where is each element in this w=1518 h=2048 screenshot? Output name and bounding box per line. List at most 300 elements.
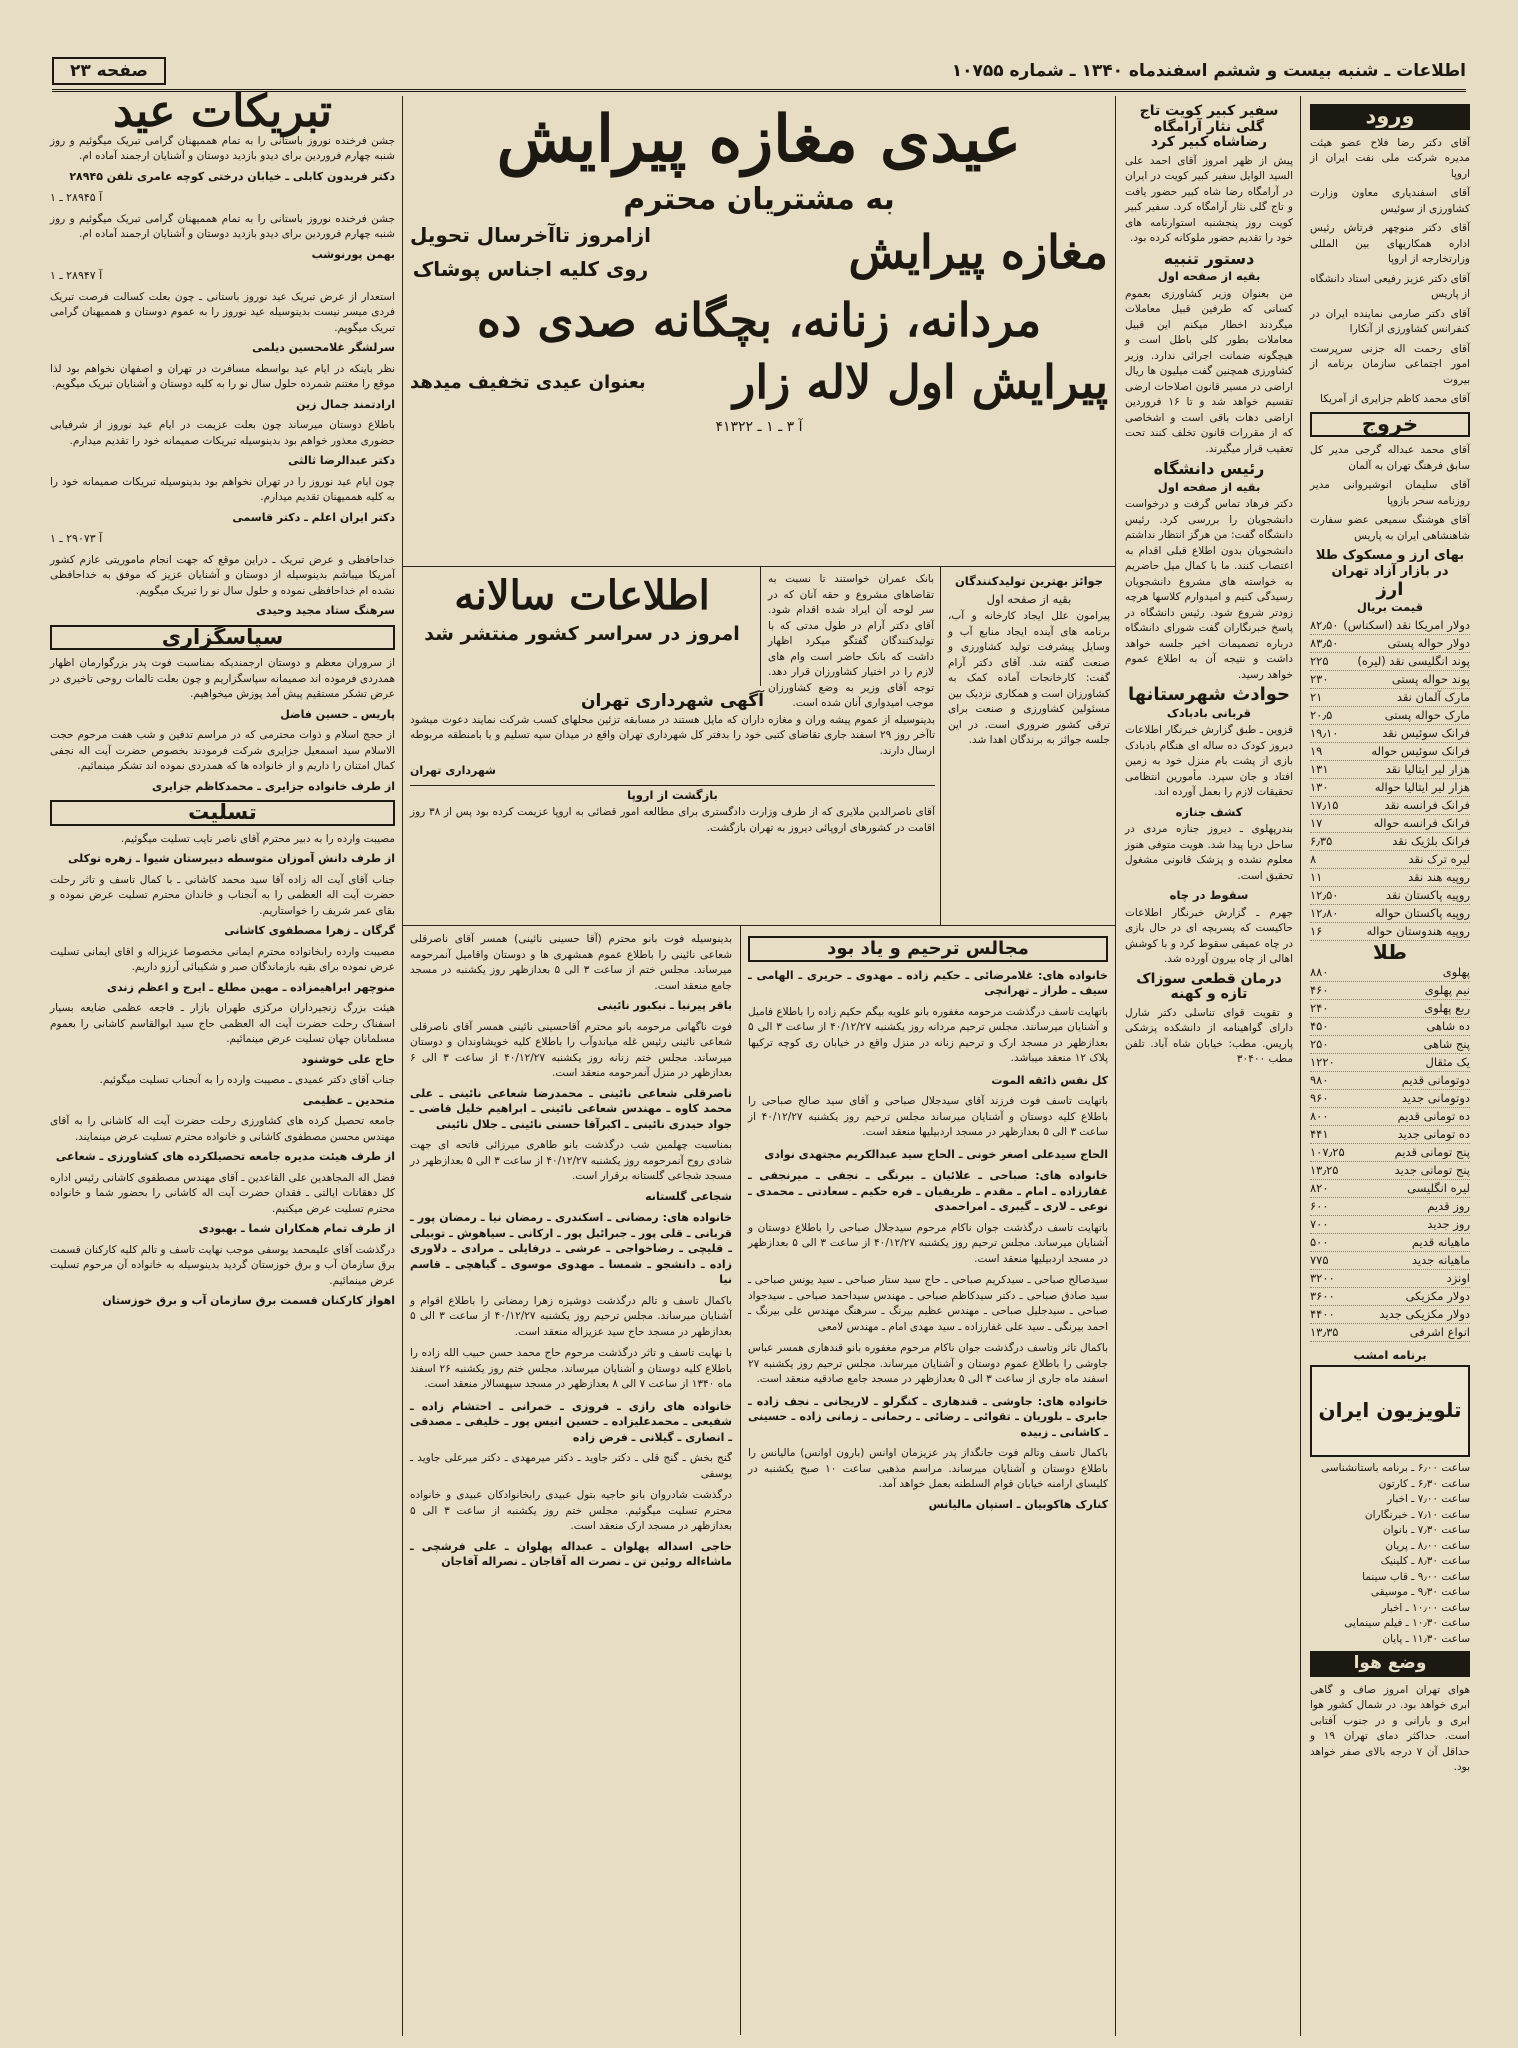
currency-row (1310, 797, 1470, 815)
memorial-notice (748, 968, 1108, 1067)
memorial-notice (748, 1073, 1108, 1141)
obituary-notice-text: فوت ناگهانی مرحومه بانو محترم آقاحسینی نائینی همسر آقای ناصرقلی شعاعی نائینی رئیس غله میاندوآب را باطلاع کلیه خویشاوندان و دوستان میرساند. مجلس ختم زنانه روز یکشنبه ۴۰/۱۲/۲۷ از ساعت ۳ الی ۶ بعدازظهر در منزل آنمرحومه منعقد است. (410, 1020, 732, 1079)
gold-row (1310, 1126, 1470, 1144)
gold-row-value: ۸۲۰ (1310, 1180, 1329, 1195)
thanks-notice-text: از حجج اسلام و ذوات محترمی که در مراسم تدفین و شب هفت مرحوم حجت الاسلام سید اسمعیل جزایری شرکت فرمودند بخصوص حضرت آیت اله نجفی کمال امتنان را داریم و از خانواده ها که همدردی نموده اند تشکر مینمائیم. (50, 729, 395, 772)
arrival-item: آقای رحمت اله جزنی سرپرست امور اجتماعی سازمان برنامه از بیروت (1310, 342, 1470, 386)
currency-row-value: ۸ (1310, 852, 1317, 866)
memorial-notice-head: کل نفس ذائقه الموت (991, 1073, 1108, 1087)
ad-shop-name: مغازه پیرایش (848, 225, 1108, 279)
currency-row-name: هزار لیر ایتالیا حواله (1374, 780, 1470, 794)
condolence-notice-signature: از طرف هیئت مدیره جامعه تحصیلکرده های کشاورزی ـ شعاعی (55, 1150, 395, 1163)
pirayesh-ad (410, 100, 1108, 560)
obituary-notice-signature: ناصرقلی شعاعی نائینی ـ محمدرضا شعاعی نائینی ـ علی محمد کاوه ـ مهندس شعاعی نائینی ـ ابراهیم خلیل قاضی ـ جواد حیدری نائینی ـ اکبرآقا حسنی نائینی ـ جلال نائینی (410, 1086, 732, 1131)
gold-row-value: ۱۳٫۲۵ (1310, 1162, 1339, 1177)
memorial-notice (748, 1394, 1108, 1441)
well-headline: سقوط در چاه (1169, 888, 1249, 902)
currency-row-value: ۱۹ (1310, 744, 1323, 758)
gold-rates-table (1310, 964, 1470, 1342)
condolence-notice (50, 832, 395, 867)
annual-sub: امروز در سراسر کشور منتشر شد (424, 623, 740, 645)
return-title: بازگشت از اروپا (410, 785, 935, 804)
obituary-notice (410, 932, 732, 1014)
gold-row-name: اونزد (1446, 1270, 1470, 1285)
gold-row (1310, 1324, 1470, 1342)
thanks-notice-signature: از طرف خانواده جزایری ـ محمدکاظم جزایری (152, 779, 395, 793)
gold-row-name: پنج تومانی جدید (1394, 1162, 1470, 1177)
greeting-notice-code: آ ۲۹۰۷۳ ـ ۱ (50, 532, 103, 545)
currency-row-value: ۲۱ (1310, 690, 1323, 704)
departure-header: خروج (1310, 412, 1470, 438)
arrival-item: آقای دکتر رضا فلاح عضو هیئت مدیره شرکت ملی نفت ایران از اروپا (1310, 136, 1470, 180)
page-number: صفحه ۲۳ (52, 57, 166, 85)
greeting-notice-text: جشن فرخنده نوروز باستانی را به تمام هممیهنان گرامی تبریک میگوئیم و روز شنبه چهارم فروردین برای دیدو بازدید دوستان و آشنایان ارجمند آماده ام. (50, 134, 395, 162)
condolence-notice-text: هیئت بزرگ زنجیرداران مرکزی طهران بازار ـ فاجعه عظمی ضایعه بسیار اسفناک رحلت حضرت آیت اله العظمی حاج سید ابوالقاسم کاشانی را بعموم مسلمانان جهان تسلیت عرض مینمائیم. (50, 1002, 395, 1045)
condolence-notice-signature: اهواز کارکنان قسمت برق سازمان آب و برق خوزستان (102, 1294, 395, 1307)
obituary-list (410, 932, 732, 1570)
gold-row-name: انواع اشرفی (1409, 1324, 1470, 1339)
gold-row (1310, 1036, 1470, 1054)
ad-address: پیرایش اول لاله زار (733, 355, 1108, 409)
municipality-text: بدینوسیله از عموم پیشه وران و مغازه داران که مایل هستند در مسابقه تزئین محلهای کسب شرکت نمایند دعوت میشود تاآخر روز ۲۹ اسفند جاری تقاضای کتبی خود را بدفتر کل شهرداری تهران واقع در میدان سپه تسلیم و یا بامنطقه مربوطه ارسال دارند. (410, 713, 935, 757)
currency-row-name: دولار حواله پستی (1387, 636, 1470, 650)
condolence-notice-text: مصیبت وارده را به دبیر محترم آقای ناصر نایب تسلیت میگوئیم. (120, 832, 395, 845)
greeting-notice (50, 553, 395, 619)
condolence-notice-signature: گرگان ـ زهرا مصطفوی کاشانی (224, 924, 395, 937)
departure-item: آقای سلیمان انوشیروانی مدیر روزنامه سحر بازوپا (1310, 479, 1470, 507)
gold-header: طلا (1372, 940, 1408, 964)
thanks-notice-text: از سروران معظم و دوستان ارجمندیکه بمناسبت فوت پدر بزرگوارمان اظهار همدردی فرموده اند صمیمانه سپاسگزاریم و چون بعلت تالمات روحی تاخیری در عرض تشکر مستقیم پیش آمد پوزش میخواهیم. (50, 657, 395, 700)
condolence-notice-signature: حاج علی خوشنود (301, 1052, 395, 1066)
condolence-notice-signature: منوچهر ابراهیمزاده ـ مهین مطلع ـ ایرج و اعظم زندی (107, 980, 395, 994)
currency-row-name: روپیه پاکستان نقد (1385, 888, 1470, 902)
greeting-notice (50, 134, 395, 206)
condolence-notice-text: فضل اله المجاهدین علی القاعدین ـ آقای مهندس مصطفوی کاشانی رئیس اداره کل دهقانات ایالتی ـ فقدان حضرت آیت اله کاشانی را بحضور شما و خانواده محترم تسلیت عرض میکنیم. (50, 1171, 395, 1215)
gold-row-name: دولار مکزیکی جدید (1379, 1306, 1470, 1321)
greeting-notice-text: چون ایام عید نوروز را در تهران نخواهم بود بدینوسیله تبریکات صمیمانه خود را به کلیه هممیهنان تقدیم میدارم. (50, 475, 395, 503)
currency-row (1310, 689, 1470, 707)
municipality-sig: شهرداری تهران (410, 764, 496, 777)
gold-row-name: روز جدید (1427, 1216, 1470, 1231)
gold-row-value: ۱۲۲۰ (1310, 1054, 1335, 1069)
gold-row-value: ۳۲۰۰ (1310, 1270, 1335, 1285)
tv-schedule-item: ساعت ۱۰٫۳۰ ـ فیلم سینمایی (1344, 1617, 1470, 1629)
currency-row-value: ۲۳۰ (1310, 672, 1329, 686)
departure-item: آقای محمد عبداله گرجی مدیر کل سابق فرهنگ تهران به آلمان (1310, 444, 1470, 472)
gold-row (1310, 1270, 1470, 1288)
gold-row (1310, 1162, 1470, 1180)
memorial-notice (748, 1168, 1108, 1267)
gold-row-name: ده تومانی قدیم (1397, 1108, 1470, 1123)
gold-row (1310, 1216, 1470, 1234)
masthead-paper: اطلاعات ـ شنبه بیست و ششم اسفندماه ۱۳۴۰ ـ شماره ۱۰۷۵۵ (951, 60, 1466, 81)
currency-row-name: مارک آلمان نقد (1396, 690, 1470, 704)
gold-row-name: دولار مکزیکی (1405, 1288, 1470, 1303)
gold-row-value: ۲۴۰ (1310, 1000, 1329, 1015)
condolence-notice-text: مصیبت وارده رابخانواده محترم ایمانی مخصوصا عزیزاله و اقای ایمانی تسلیت عرض نموده برای بقیه بازماندگان صبر و شکیبائی آرزو داریم. (50, 945, 395, 973)
currency-row (1310, 905, 1470, 923)
departure-list (1310, 443, 1470, 544)
university-headline: رئیس دانشگاه (1153, 459, 1265, 478)
tv-schedule-item: ساعت ۸٫۳۰ ـ کلینیک (1380, 1555, 1470, 1567)
clinic-ad-headline: درمان قطعی سوزاک تازه و کهنه (1136, 970, 1282, 1002)
currency-row-value: ۲۲۵ (1310, 654, 1329, 668)
gold-row-value: ۹۸۰ (1310, 1072, 1329, 1087)
currency-row (1310, 851, 1470, 869)
currency-row-name: فرانک بلژیک نقد (1392, 834, 1470, 848)
currency-row (1310, 635, 1470, 653)
gold-row-name: دوتومانی قدیم (1401, 1072, 1470, 1087)
currency-row-name: روپیه پاکستان حواله (1374, 906, 1470, 920)
greeting-notice-signature: ارادتمند جمال زین (296, 397, 395, 411)
memorial-notice-text: باکمال تاسف وتالم فوت جانگداز پدر عزیزمان اوانس (بارون اوانس) مالیانس را باطلاع دوستان و آشنایان میرساند. مراسم مذهبی ساعت ۱۰ صبح یکشنبه در کلیسای ارامنه خیابان قوام السلطنه بعمل خواهد آمد. (748, 1447, 1108, 1490)
obituary-notice-text: با نهایت تاسف و تاثر درگذشت مرحوم حاج محمد حسن حبیب الله زاده را باطلاع کلیه دوستان و آشنایان میرساند. مجلس ختم روز یکشنبه ۲۶ اسفند ماه ۱۳۴۰ از ساعت ۷ الی ۸ بعدازظهر در مسجد سپهسالار منعقد است. (410, 1347, 732, 1390)
tv-schedule-item: ساعت ۸٫۰۰ ـ پریان (1385, 1539, 1470, 1552)
memorial-notice (748, 1446, 1108, 1512)
currency-row-name: فرانک فرانسه نقد (1384, 798, 1470, 812)
currency-row (1310, 815, 1470, 833)
tv-schedule-item: ساعت ۹٫۰۰ ـ قاب سینما (1362, 1570, 1470, 1583)
gold-row (1310, 1018, 1470, 1036)
currency-row-value: ۱۷٫۱۵ (1310, 798, 1339, 812)
greeting-notice-signature: دکتر ایران اعلم ـ دکتر قاسمی (232, 510, 395, 524)
incidents-sub: قربانی بادبادک (1166, 705, 1252, 720)
gold-row (1310, 1306, 1470, 1324)
condolence-notice (50, 1001, 395, 1067)
greeting-notice (50, 212, 395, 284)
currency-row-name: مارک حواله پستی (1384, 708, 1470, 722)
currency-row (1310, 743, 1470, 761)
producers-text: پیرامون علل ایجاد کارخانه و آب، برنامه های آینده ایجاد منابع آب و وسایل پیشرفت تولید کشاورزی و صنعت گفته شد. آقای دکتر آرام گفت: کارخانجات آماده کمک به کشاورزان است و همکاری نزدیک بین مسئولین کشاورزی و صنعت برای ترقی کشور ضروری است. در این جلسه جوائز به برندگان اهدا شد. (948, 610, 1110, 746)
obituary-notice (410, 1210, 732, 1340)
gold-row-value: ۲۵۰ (1310, 1036, 1329, 1051)
gold-row-name: پهلوی (1442, 964, 1470, 979)
memorial-header: مجالس ترحیم و یاد بود (748, 936, 1108, 962)
gold-row-name: ماهیانه قدیم (1411, 1234, 1470, 1249)
currency-row (1310, 887, 1470, 905)
thanks-notice (50, 728, 395, 794)
memorial-notice-head: خانواده های: غلامرضائی ـ حکیم زاده ـ مهدوی ـ حریری ـ الهامی ـ سیف ـ طراز ـ تهرانچی (748, 968, 1108, 997)
municipality-announcement (410, 690, 935, 920)
gold-row-value: ۱۳٫۳۵ (1310, 1324, 1339, 1339)
currency-row-value: ۱۳۰ (1310, 780, 1329, 794)
currency-row-name: پوند حواله پستی (1391, 672, 1470, 686)
currency-row (1310, 725, 1470, 743)
currency-row-name: هزار لیر ایتالیا نقد (1385, 762, 1470, 776)
memorial-notice (748, 1341, 1108, 1388)
memorial-notice-text: سیدصالح صباحی ـ سیدکریم صباحی ـ حاج سید ستار صباحی ـ سید یونس صباحی ـ سید صادق صباحی ـ دکتر سیدکاظم صباحی ـ مهندس سیداحمد صباحی ـ سیدجواد صباحی ـ سیدجلیل صباحی ـ مهندس عظیم بیرنگ ـ سرهنگ مهندس علی بیرنگ ـ احمد بیرنگی ـ سید علی غفارزاده ـ سید مهدی امام ـ مهندس لامعی (748, 1274, 1108, 1333)
condolence-notice-text: جناب آقای دکتر عمیدی ـ مصیبت وارده را به آنجناب تسلیت میگوئیم. (99, 1074, 395, 1086)
condolence-header: تسلیت (50, 800, 395, 826)
arrival-header: ورود (1310, 104, 1470, 130)
tv-logo: تلویزیون ایران (1318, 1398, 1462, 1423)
currency-row-name: لیره ترک نقد (1408, 852, 1470, 866)
gold-row-name: ده شاهی (1426, 1018, 1470, 1033)
return-text: آقای ناصرالدین ملایری که از طرف وزارت دادگستری برای مطالعه امور قضائی به اروپا عزیمت کرده بود پس از ۳۸ روز اقامت در کشورهای اروپائی دیروز به تهران بازگشت. (410, 806, 935, 834)
ad-code: آ ۳ ـ ۱ ـ ۴۱۳۲۲ (715, 419, 803, 435)
memorial-notice-head: الحاج سیدعلی اصغر خونی ـ الحاج سید عبدالکریم مجتهدی نوادی (764, 1147, 1108, 1161)
obituary-notice-text: باکمال تاسف و تالم درگذشت دوشیزه زهرا رمضانی را باطلاع اقوام و آشنایان میرساند. مجلس ترحیم روز یکشنبه ۴۰/۱۲/۲۷ از ساعت ۳ الی ۵ بعدازظهر در مسجد حاج سید عزیزاله منعقد است. (410, 1294, 732, 1338)
gold-row (1310, 1198, 1470, 1216)
condolence-notice-text: جامعه تحصیل کرده های کشاورزی رحلت حضرت آیت اله کاشانی را به آقای مهندس محسن مصطفوی کاشانی و خانواده محترم تسلیت عرض مینمایند. (50, 1115, 395, 1143)
greeting-notice-signature: دکتر فریدون کابلی ـ خیابان درختی کوچه عامری تلفن ۲۸۹۴۵ (69, 169, 395, 183)
greeting-notice-text: جشن فرخنده نوروز باستانی را به تمام هممیهنان گرامی تبریک میگوئیم و روز شنبه چهارم فروردین برای دیدو بازدید دوستان و آشنایان ارجمند آماده ام. (50, 212, 395, 240)
memorial-notice (748, 1147, 1108, 1163)
condolence-notice-signature: متحدین ـ عظیمی (302, 1093, 395, 1107)
producers-news (948, 572, 1110, 920)
condolence-notice (50, 1114, 395, 1165)
currency-row (1310, 869, 1470, 887)
greeting-notice-signature: دکتر عبدالرضا ثالثی (288, 454, 395, 467)
gold-row (1310, 1252, 1470, 1270)
gold-row-value: ۵۰۰ (1310, 1234, 1329, 1249)
currency-row-value: ۱۶ (1310, 924, 1323, 938)
greeting-notice (50, 290, 395, 356)
gold-row (1310, 1234, 1470, 1252)
obituary-notice-signature: شجاعی گلستانه (645, 1189, 732, 1203)
corpse-headline: کشف جنازه (1175, 804, 1243, 819)
annual-announcement (410, 572, 754, 684)
condolence-notice-signature: از طرف دانش آموزان متوسطه دبیرستان شیوا ـ زهره توکلی (67, 852, 395, 865)
memorial-notice-signature: کنارک هاکوبیان ـ استپان مالیانس (928, 1497, 1108, 1511)
left-column (50, 86, 395, 2030)
obituary-notice (410, 1346, 732, 1393)
currency-row-name: پوند انگلیسی نقد (لیره) (1357, 654, 1470, 668)
gold-row-name: ده تومانی جدید (1397, 1126, 1470, 1141)
gold-row-value: ۴۴۱ (1310, 1126, 1329, 1141)
tv-schedule-item: ساعت ۹٫۳۰ ـ موسیقی (1370, 1586, 1470, 1598)
tv-schedule-item: ساعت ۱۰٫۰۰ ـ اخبار (1381, 1601, 1470, 1614)
obituary-notice-head: خانواده های رازی ـ فروزی ـ خمرانی ـ احتشام زاده ـ شفیعی ـ محمدعلیزاده ـ حسین انیس پور ـ خلیفی ـ مصدقی ـ انصاری ـ گیلانی ـ فرض زاده (410, 1399, 732, 1444)
condolence-notice (50, 1243, 395, 1309)
thanks-list (50, 656, 395, 794)
currency-row (1310, 617, 1470, 635)
gold-row-name: پنج شاهی (1423, 1036, 1470, 1051)
condolence-notice (50, 1171, 395, 1237)
condolence-notice (50, 873, 395, 939)
greeting-notice (50, 475, 395, 547)
weather-header: وضع هوا (1310, 1651, 1470, 1677)
gold-row-name: روز قدیم (1427, 1198, 1470, 1213)
greeting-notice-code: آ ۲۸۹۴۷ ـ ۱ (50, 269, 103, 282)
gold-row-value: ۷۰۰ (1310, 1216, 1329, 1231)
greeting-notice-text: استعدار از عرض تبریک عید نوروز باستانی ـ چون بعلت کسالت فرصت تبریک فردی میسر نیست بدینوسیله عید نوروز را به عموم دوستان و هممیهنان گرامی تبریک میگویم. (50, 290, 395, 334)
obituary-notice (410, 1488, 732, 1570)
greeting-notice (50, 418, 395, 469)
obituary-notice (410, 1399, 732, 1483)
arrival-item: آقای دکتر منوچهر فرتاش رئیس اداره همکاریهای بین المللی وزارتخارجه از اروپا (1310, 222, 1470, 265)
tv-schedule-item: ساعت ۶٫۳۰ ـ کارتون (1378, 1477, 1470, 1490)
tv-schedule-item: ساعت ۱۱٫۳۰ ـ پایان (1382, 1632, 1470, 1645)
greeting-notice-signature: سرهنگ ستاد مجید وحیدی (256, 604, 395, 617)
thanks-notice (50, 656, 395, 722)
gold-row-name: ربع پهلوی (1424, 1000, 1470, 1015)
obituary-notice (410, 1020, 732, 1133)
currency-row-value: ۱۷ (1310, 816, 1323, 830)
condolence-list (50, 832, 395, 1309)
currency-rates-table (1310, 617, 1470, 941)
ad-headline: عیدی مغازه پیرایش (496, 102, 1022, 177)
greeting-notice (50, 362, 395, 413)
gold-row-value: ۴۴۰۰ (1310, 1306, 1335, 1321)
university-text: دکتر فرهاد تماس گرفت و درخواست دانشجویان را بررسی کرد. رئیس دانشگاه گفت: من هرگز انتظار نداشتم دانشجویان بدون اطلاع قبلی اقدام به اعتصاب کنند. ما با کمال میل حاضریم به خواسته های مشروع دانشجویان رسیدگی کنیم و امیدوارم کلاسها هرچه زودتر شروع شود. رئیس دانشگاه در پاسخ خبرنگاران گفت شورای دانشگاه درباره تصمیمات اخیر جلسه خواهد داشت و نتیجه آن به اطلاع عموم خواهد رسید. (1125, 498, 1293, 681)
currency-row-value: ۱۹٫۱۰ (1310, 726, 1339, 740)
gold-row (1310, 964, 1470, 982)
greeting-notice-text: باطلاع دوستان میرساند چون بعلت عزیمت در ایام عید نوروز از شرفیابی حضوری معذور خواهم بود بدینوسیله تبریکات صمیمانه خود را تقدیم میدارم. (50, 419, 395, 447)
gold-row-value: ۴۶۰ (1310, 982, 1329, 997)
memorial-notice (748, 1273, 1108, 1335)
currency-row (1310, 923, 1470, 941)
greetings-title: تبریکات عید (112, 86, 333, 137)
arrival-item: آقای دکتر عزیز رفیعی استاد دانشگاه از پاریس (1310, 272, 1470, 300)
currency-row (1310, 653, 1470, 671)
memorial-notice-head: خانواده های: جاوشی ـ قندهاری ـ کنگرلو ـ لاریجانی ـ نجف زاده ـ جابری ـ بلوریان ـ تقوائی ـ رضائی ـ رحمانی ـ زمانی زاده ـ حسینی ـ کاشانی ـ زبیده (748, 1394, 1108, 1439)
gold-row-value: ۱۰۷٫۲۵ (1310, 1144, 1345, 1159)
clinic-ad-text: و تقویت قوای تناسلی دکتر شارل دارای گواهینامه از دانشکده پزشکی پاریس. مطب: خیابان شاه آباد. تلفن مطب ۳۰۴۰۰ (1125, 1006, 1293, 1065)
departure-item: آقای هوشنگ سمیعی عضو سفارت شاهنشاهی ایران به پاریس (1310, 514, 1470, 542)
gold-row (1310, 1180, 1470, 1198)
gold-row (1310, 1090, 1470, 1108)
university-sub: بقیه از صفحه اول (1157, 479, 1261, 494)
rates-price-label: قیمت بریال (1356, 599, 1424, 614)
currency-row-value: ۱۲٫۸۰ (1310, 906, 1339, 920)
punishment-headline: دستور تنبیه (1163, 248, 1255, 268)
tv-program-title: برنامه امشب (1353, 1347, 1427, 1362)
currency-row-value: ۱۱ (1310, 870, 1323, 884)
gold-row-name: پنج تومانی قدیم (1394, 1144, 1470, 1159)
greeting-notice-signature: بهمن پورنوشب (311, 247, 395, 261)
currency-row-value: ۸۲٫۵۰ (1310, 618, 1339, 632)
memorial-notice-text: باتهایت تاسف فوت فرزند آقای سیدجلال صباحی و آقای سید صالح صباحی را باطلاع کلیه دوستان و آشنایان میرساند مجلس ترحیم روز یکشنبه ۴۰/۱۲/۲۷ از ساعت ۳ الی ۵ بعدازظهر در مسجد اردبیلیها منعقد است. (748, 1095, 1108, 1138)
obituary-notice-text: بدینوسیله فوت بانو محترم (آقا حسینی نائینی) همسر آقای ناصرقلی شعاعی نائینی را باطلاع عموم همشهری ها و دوستان واقامیل آنمرحومه میرساند. مجلس ختم از ساعت ۳ الی ۵ بعدازظهر روز یکشنبه در مسجد جامع منعقد است. (410, 933, 732, 992)
gold-row (1310, 1000, 1470, 1018)
condolence-notice-signature: از طرف تمام همکاران شما ـ بهبودی (198, 1222, 395, 1235)
tv-schedule-item: ساعت ۷٫۱۰ ـ خبرنگاران (1364, 1508, 1470, 1521)
memorial-notice-text: باتهایت تاسف درگذشت مرحومه مغفوره بانو علویه بیگم حکیم زاده را باطلاع فامیل و آشنایان میرسانند. مجلس ترحیم مردانه روز یکشنبه ۴۰/۱۲/۲۷ از ساعت ۳ الی ۵ بعدازظهر در مسجد ارک و ترحیم زنانه در منزل واقع در خیابان ری کوچه ترکیها پلاک ۱۲ منعقد میباشد. (748, 1005, 1109, 1064)
condolence-notice (50, 945, 395, 996)
greetings-list (50, 134, 395, 619)
gold-row-value: ۹۶۰ (1310, 1090, 1329, 1105)
corpse-text: بندرپهلوی ـ دیروز جنازه مردی در ساحل دریا پیدا شد. هویت متوفی هنوز معلوم نشده و پزشک قانونی مشغول تحقیق است. (1125, 823, 1293, 882)
thanks-header: سپاسگزاری (50, 625, 395, 651)
ad-discount: مردانه، زنانه، بچگانه صدی ده (476, 293, 1042, 347)
obituary-notice-signature: باقر پیرنیا ـ نیکبور نائینی (597, 999, 732, 1012)
tv-schedule-item: ساعت ۷٫۳۰ ـ بانوان (1382, 1524, 1470, 1536)
memorial-notice-text: باتهایت تاسف درگذشت جوان ناکام مرحوم سیدجلال صباحی را باطلاع دوستان و آشنایان میرساند. مجلس ترحیم روز یکشنبه ۴۰/۱۲/۲۷ از ساعت ۳ الی ۵ بعدازظهر در مسجد اردبیلیها منعقد است. (748, 1221, 1108, 1265)
currency-row (1310, 833, 1470, 851)
producers-headline: جوائز بهترین تولیدکنندگان (954, 574, 1104, 588)
memorial-notice-text: باکمال تاثر وتاسف درگذشت جوان ناکام مرحوم مغفوره بانو قندهاری همسر عباس جاوشی را باطلاع عموم دوستان و آشنایان میرساند. مجلس ترحیم روز یکشنبه ۲۷ اسفند ماه جاری از ساعت ۳ الی ۵ بعدازظهر در مسجد جامع صادقیه منعقد است. (748, 1342, 1108, 1385)
tv-schedule-item: ساعت ۷٫۰۰ ـ اخبار (1387, 1493, 1470, 1505)
ad-gift: بعنوان عیدی تخفیف میدهد (410, 371, 646, 393)
punishment-sub: بقیه از صفحه اول (1157, 269, 1261, 283)
obituary-notice-head: خانواده های: رمضانی ـ اسکندری ـ رمضان نیا ـ رمضان پور ـ قربانی ـ قلی پور ـ جبرائیل پور ـ ارکانی ـ سیاهوش ـ توبیلی ـ قلیچی ـ رضاخواجی ـ عرشی ـ درفایلی ـ مرادی ـ دلاوری زاده ـ دانشجو ـ شمسا ـ مهدوی موسوی ـ گیاهچی ـ قاسم نیا (410, 1211, 732, 1286)
gold-row-name: ماهیانه جدید (1411, 1252, 1470, 1267)
punishment-text: من بعنوان وزیر کشاورزی بعموم کسانی که طرفین قبیل معاملات میگردند اخطار میکنم این قبیل معاملات بطور کلی باطل است و هیچگونه ضمانت اجرائی ندارد. وزیر کشاورزی همچنین گفت میلیون ها ریال اراضی در مسیر قانون اصلاحات ارضی تقسیم خواهد شد و تا ۱۶ فروردین اراضی دهات باقی است و اشخاصی که از مقررات قانون تخلف کنند تحت تعقیب قرار میگیرند. (1125, 287, 1293, 455)
memorial-section (748, 932, 1108, 2032)
bank-text: بانک عمران خواستند تا نسبت به تقاضاهای مشروع و حقه آنان که در سر لوحه آن ایراد شده اقدام شود. آقای دکتر آرام در طول مدتی که با تولیدکنندگان گفتگو میکرد اظهار داشت که بانک حاضر است وام های لازم را در اختیار کشاورزان قرار دهد. توجه آقای وزیر به وضع کشاورزان موجب امیدواری آنان شده است. (768, 573, 934, 709)
gold-row (1310, 1144, 1470, 1162)
municipality-title: آگهی شهرداری تهران (581, 691, 764, 711)
gold-row (1310, 1108, 1470, 1126)
gold-row (1310, 1054, 1470, 1072)
tv-logo-box (1310, 1365, 1470, 1457)
greeting-notice-signature: سرلشگر غلامحسین دیلمی (252, 341, 395, 354)
currency-row-name: دولار امریکا نقد (اسکناس) (1343, 618, 1470, 632)
gold-row-name: دوتومانی جدید (1401, 1090, 1470, 1105)
kuwait-headline: سفیر کبیر کویت تاج گلی نثار آرامگاه رضاشاه کبیر کرد (1139, 103, 1279, 150)
obituary-notice-signature: حاجی اسداله پهلوان ـ عبداله پهلوان ـ علی فرشچی ـ ماشاءاله روئین تن ـ نصرت اله آقاجان ـ نصراله آقاجان (410, 1539, 732, 1568)
kuwait-text: پیش از ظهر امروز آقای احمد علی السید الوایل سفیر کبیر کویت در ایران در آرامگاه رضا شاه کبیر حضور یافت و تاج گلی نثار آرامگاه کرد. سفیر کبیر کویت روز پنجشنبه استوارنامه های خود را تقدیم حضور ملوکانه کرده بود. (1125, 154, 1293, 244)
obituary-notice-text: درگذشت شادروان بانو حاجیه بتول عبیدی رابخانوادکان عبیدی و خانواده محترم تسلیت میگوئیم. مجلس ختم روز یکشنبه از ساعت ۳ الی ۵ بعدازظهر در مسجد ارک منعقد است. (410, 1489, 732, 1532)
ad-goods: روی کلیه اجناس پوشاک (412, 257, 649, 281)
memorial-list (748, 968, 1108, 1513)
currency-row-name: فرانک فرانسه حواله (1373, 816, 1470, 830)
well-text: جهرم ـ گزارش خبرنگار اطلاعات حاکیست که پسربچه ای در حال بازی در چاه عمیقی سقوط کرد و با کوشش اهالی از چاه بیرون آورده شد. (1125, 906, 1293, 965)
gold-row-value: ۸۰۰ (1310, 1108, 1329, 1123)
producers-sub: بقیه از صفحه اول (986, 591, 1072, 606)
currency-row-value: ۱۳۱ (1310, 762, 1329, 776)
right-column (1310, 100, 1470, 2030)
incidents-headline: حوادث شهرستانها (1127, 684, 1290, 705)
condolence-notice-text: جناب آقای آیت اله زاده آقا سید محمد کاشانی ـ با کمال تاسف و تاثر رحلت حضرت آیت اله العظمی را به آنجناب و خاندان محترم تسلیت عرض نموده و بقای عمر شریف را خواستاریم. (50, 873, 395, 917)
arrival-item: آقای محمد کاظم جزایری از آمریکا (1320, 393, 1470, 405)
gold-row-value: ۷۷۵ (1310, 1252, 1329, 1267)
gold-row-value: ۴۵۰ (1310, 1018, 1329, 1033)
news-column (1125, 100, 1293, 2030)
currency-row-name: فرانک سوئیس حواله (1371, 744, 1470, 758)
tv-schedule-item: ساعت ۶٫۰۰ ـ برنامه باستانشناسی (1321, 1462, 1470, 1474)
obituary-notice-text: بمناسبت چهلمین شب درگذشت بانو طاهری میرزائی فاتحه ای جهت شادی روح آنمرحومه روز یکشنبه ۴۰/۱۲/۲۷ از ساعت ۳ الی ۵ بعدازظهر در مسجد شجاعی گلستانه برقرار است. (410, 1139, 733, 1182)
currency-row (1310, 671, 1470, 689)
bank-news (768, 572, 934, 709)
greeting-notice-text: نظر باینکه در ایام عید بواسطه مسافرت در تهران و اصفهان نخواهم بود لذا موقع را مغتنم شمرده حلول سال نو را به کلیه دوستان و آشنایان تبریک میگویم. (50, 362, 395, 390)
arrival-item: آقای دکتر صارمی نماینده ایران در کنفرانس کشاورزی از آنکارا (1310, 307, 1470, 335)
currency-row (1310, 707, 1470, 725)
currency-row-name: روپیه هند نقد (1408, 870, 1470, 884)
obituary-notice-text: گنج بخش ـ گنج قلی ـ دکتر جاوید ـ دکتر میرمهدی ـ دکتر میرعلی جاوید ـ یوسفی (410, 1452, 732, 1480)
annual-title: اطلاعات سالانه (454, 572, 710, 619)
condolence-notice-text: درگذشت آقای علیمحمد یوسفی موجب نهایت تاسف و تالم کلیه کارکنان قسمت برق سازمان آب و برق خوزستان گردید بدینوسیله به خانواده آن مرحوم تسلیت عرض مینمائیم. (50, 1243, 395, 1287)
weather-text: هوای تهران امروز صاف و گاهی ابری خواهد بود. در شمال کشور هوا ابری و بارانی و در جنوب آفتابی است. حداکثر دمای تهران ۱۹ و حداقل آن ۷ درجه بالای صفر خواهد بود. (1310, 1683, 1470, 1773)
currency-row (1310, 761, 1470, 779)
center-obituaries (410, 932, 732, 2032)
ad-period: ازامروز تاآخرسال تحویل (410, 223, 652, 247)
arrival-list (1310, 136, 1470, 408)
gold-row (1310, 982, 1470, 1000)
rates-sub: ارز (1376, 579, 1404, 600)
gold-row-name: نیم پهلوی (1424, 982, 1470, 997)
thanks-notice-signature: پاریس ـ حسین فاضل (280, 707, 395, 721)
gold-row-value: ۶۰۰ (1310, 1198, 1329, 1213)
currency-row-value: ۲۰٫۵ (1310, 708, 1333, 722)
currency-row-value: ۸۳٫۵۰ (1310, 636, 1339, 650)
currency-row-name: فرانک سوئیس نقد (1382, 726, 1470, 740)
tv-schedule (1310, 1461, 1470, 1647)
memorial-notice-head: خانواده های: صباحی ـ علائیان ـ بیرنگی ـ نجفی ـ میرنجفی ـ غفارزاده ـ امام ـ مقدم ـ ظریفیان ـ فره حکیم ـ سعادتی ـ محمدی ـ نوعی ـ لاری ـ گیبری ـ امراحمدی (748, 1169, 1108, 1213)
greeting-notice-text: خداحافظی و عرض تبریک ـ دراین موقع که جهت انجام ماموریتی عازم کشور آمریکا میباشم بدینوسیله از دوستان و آشنایان عزیز که موفق به خداحافظی نشده ام خداحافظی نموده و حلول سال نو را تبریک میگویم. (50, 553, 395, 597)
gold-row (1310, 1288, 1470, 1306)
currency-row-name: روپیه هندوستان حواله (1366, 924, 1470, 938)
gold-row-value: ۸۸۰ (1310, 964, 1329, 979)
currency-row-value: ۶٫۳۵ (1310, 834, 1333, 848)
incidents-text: قزوین ـ طبق گزارش خبرنگار اطلاعات دیروز کودک ده ساله ای هنگام بادبادک بازی از پشت بام منزل خود به زمین افتاد و جان سپرد. مأمورین انتظامی تحقیقات لازم را بعمل آورده اند. (1125, 724, 1293, 798)
condolence-notice (50, 1073, 395, 1108)
obituary-notice (410, 1138, 732, 1204)
gold-row-value: ۳۶۰۰ (1310, 1288, 1335, 1303)
currency-row (1310, 779, 1470, 797)
currency-row-value: ۱۲٫۵۰ (1310, 888, 1339, 902)
